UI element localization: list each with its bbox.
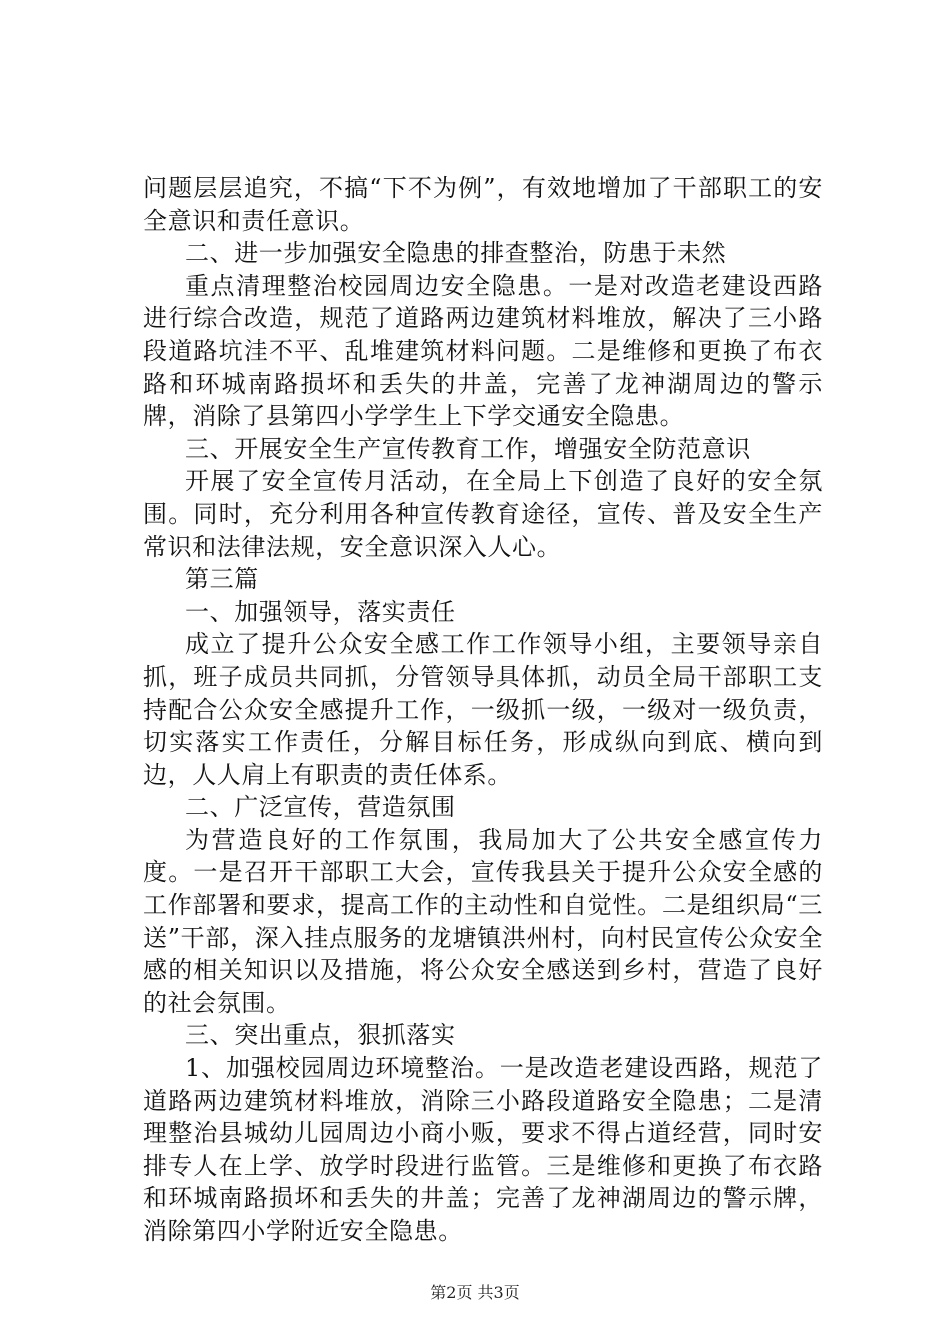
chapter-heading-part-three: 第三篇 [185,565,259,594]
section-heading-hazard-inspection: 二、进一步加强安全隐患的排查整治，防患于未然 [185,239,727,268]
section-heading-key-points: 三、突出重点，狠抓落实 [185,1021,456,1050]
section-heading-leadership: 一、加强领导，落实责任 [185,597,456,626]
paragraph-campus-environment: 1、加强校园周边环境整治。一是改造老建设西路，规范了道路两边建筑材料堆放，消除三小路段道路安全隐患；二是清理整治县城幼儿园周边小商小贩，要求不得占道经营，同时安排专人在上学、放学时段进行监管。三是维修和更换了布衣路和环城南路损坏和丢失的井盖；完善了龙神湖周边的警示牌，消除第四小学附近安全隐患。 [143,1054,823,1245]
paragraph-leadership-group: 成立了提升公众安全感工作工作领导小组，主要领导亲自抓，班子成员共同抓，分管领导具体抓，动员全局干部职工支持配合公众安全感提升工作，一级抓一级，一级对一级负责，切实落实工作责任，分解目标任务，形成纵向到底、横向到边，人人肩上有职责的责任体系。 [143,630,823,789]
paragraph-safety-month: 开展了安全宣传月活动，在全局上下创造了良好的安全氛围。同时，充分利用各种宣传教育途径，宣传、普及安全生产常识和法律法规，安全意识深入人心。 [143,467,823,561]
section-heading-publicity: 二、广泛宣传，营造氛围 [185,793,456,822]
paragraph-publicity: 为营造良好的工作氛围，我局加大了公共安全感宣传力度。一是召开干部职工大会，宣传我县关于提升公众安全感的工作部署和要求，提高工作的主动性和自觉性。二是组织局“三送”干部，深入挂点服务的龙塘镇洪州村，向村民宣传公众安全感的相关知识以及措施，将公众安全感送到乡村，营造了良好的社会氛围。 [143,825,823,1017]
document-body [143,172,823,1248]
page-footer: 第2页 共3页 [430,1283,520,1302]
section-heading-safety-education: 三、开展安全生产宣传教育工作，增强安全防范意识 [185,434,751,463]
paragraph-continuation: 问题层层追究，不搞“下不为例”，有效地增加了干部职工的安全意识和责任意识。 [143,174,823,235]
paragraph-campus-hazards: 重点清理整治校园周边安全隐患。一是对改造老建设西路进行综合改造，规范了道路两边建筑材料堆放，解决了三小路段道路坑洼不平、乱堆建筑材料问题。二是维修和更换了布衣路和环城南路损坏和丢失的井盖，完善了龙神湖周边的警示牌，消除了县第四小学学生上下学交通安全隐患。 [143,271,823,431]
